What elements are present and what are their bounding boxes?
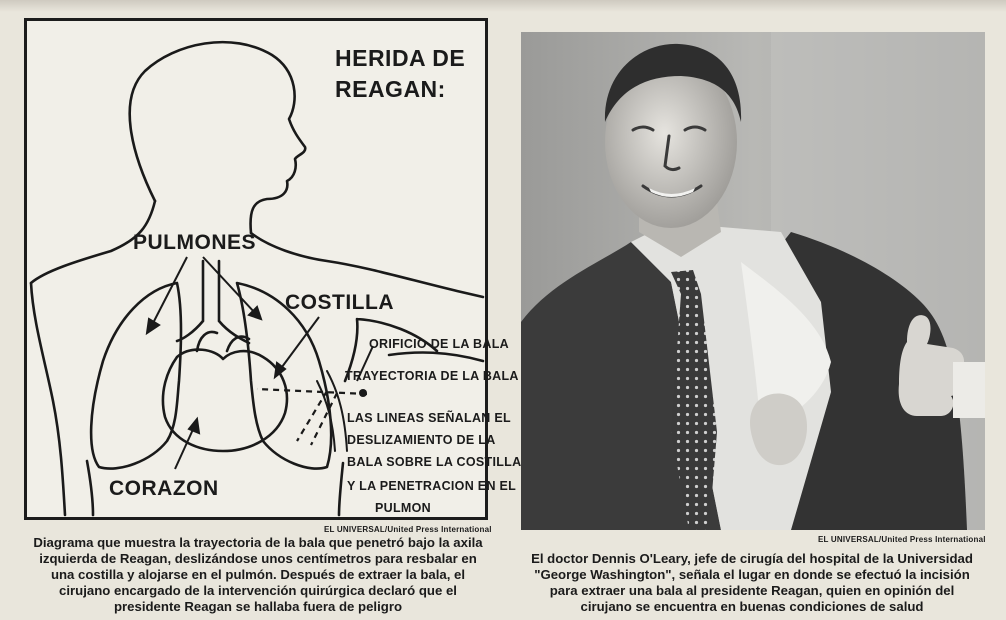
diagram-title (335, 43, 485, 105)
doctor-photo (521, 32, 985, 530)
head-outline (130, 42, 306, 233)
corazon-arrow (175, 425, 195, 469)
label-trayectoria: TRAYECTORIA DE LA BALA (345, 369, 519, 383)
diagram-caption-line: Diagrama que muestra la trayectoria de la bala que penetró bajo la axila (33, 535, 483, 550)
photo-caption-line: El doctor Dennis O'Leary, jefe de cirugía del hospital de la Universidad (531, 551, 973, 566)
photo-credit: EL UNIVERSAL/United Press International (818, 535, 986, 544)
label-lineas-2: DESLIZAMIENTO DE LA (347, 433, 496, 447)
label-lineas-5: PULMON (375, 501, 431, 515)
photo-caption-line: cirujano se encuentra en buenas condiciones de salud (580, 599, 924, 614)
bullet-trajectory-line (257, 389, 367, 394)
slide-line-a (297, 391, 327, 441)
label-lineas-1: LAS LINEAS SEÑALAN EL (347, 411, 511, 425)
label-pulmones: PULMONES (133, 231, 257, 254)
diagram-title-line1: HERIDA DE (335, 45, 466, 71)
diagram-caption-line: presidente Reagan se hallaba fuera de peligro (113, 599, 403, 614)
diagram-credit: EL UNIVERSAL/United Press International (324, 525, 492, 534)
label-corazon: CORAZON (109, 477, 219, 500)
diagram-caption-line: cirujano encargado de la intervención quirúrgica declaró que el (59, 583, 457, 598)
photo-caption-line: para extraer una bala al presidente Reagan, quien en opinión del (549, 583, 955, 598)
heart-vessels (197, 332, 249, 351)
photo-caption-line: "George Washington", señala el lugar en donde se efectuó la incisión (534, 567, 970, 582)
doctor-photo-illustration (521, 32, 985, 530)
diagram-caption (18, 535, 498, 615)
bullet-entry-hole (359, 389, 367, 397)
right-cuff (953, 362, 985, 418)
label-orificio: ORIFICIO DE LA BALA (369, 337, 509, 351)
right-shoulder-outline (251, 233, 483, 297)
photo-caption (512, 551, 992, 615)
heart-outline (163, 350, 287, 451)
page-top-strip (0, 0, 1006, 12)
diagram-caption-line: izquierda de Reagan, deslizándose unos centímetros para resbalar en (39, 551, 477, 566)
diagram-caption-line: una costilla y alojarse en el pulmón. Después de extraer la bala, el (50, 567, 466, 582)
left-arm-outline (31, 283, 65, 515)
wound-diagram (24, 18, 522, 520)
label-costilla: COSTILLA (285, 291, 394, 314)
label-lineas-3: BALA SOBRE LA COSTILLA (347, 455, 522, 469)
label-lineas-4: Y LA PENETRACION EN EL (347, 479, 517, 493)
diagram-title-line2: REAGAN: (335, 76, 446, 102)
